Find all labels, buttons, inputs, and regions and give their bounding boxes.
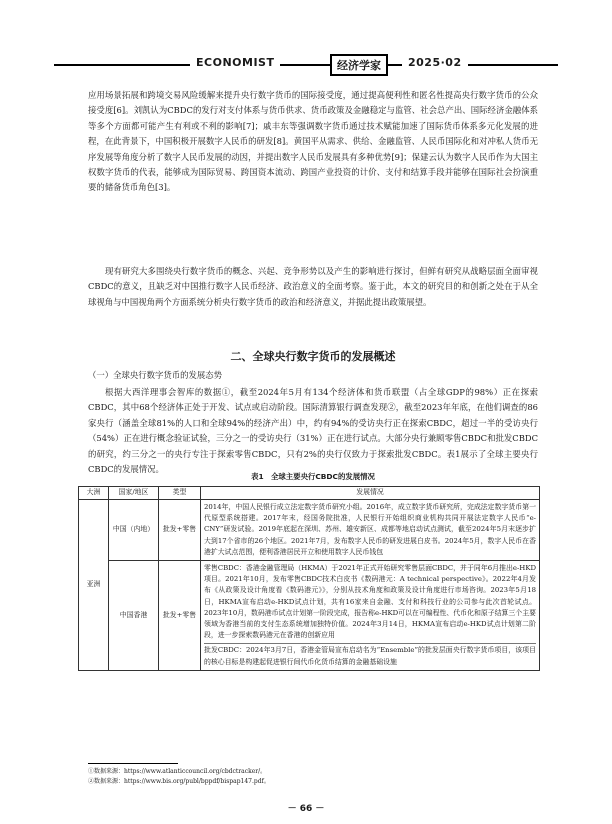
page-number: － 66 － <box>287 804 325 814</box>
issue-number: 2025·02 <box>402 56 468 69</box>
wholesale-cbdc-text: 批发CBDC：2024年3月7日，香港金管局宣布启动名为“Ensemble”的批发层面央行数字货币项目，该项目的核心目标是构建起促进银行间代币化货币结算的金融基础设施 <box>204 643 536 667</box>
col-header-type: 类型 <box>159 487 201 500</box>
col-header-region: 国家/地区 <box>109 487 159 500</box>
cell-progress: 2014年，中国人民银行成立法定数字货币研究小组。2016年，成立数字货币研究所，完成法定数字货币第一代原型系统搭建。2017年末，经国务院批准，人民银行开始组织商业机构共同开展法定数字人民币“e-CNY”研发试验。2019年底起在深圳、苏州、雄安新区、成都等地启动试点测试，截至2024年5月末逐步扩大到17个省市的26个地区。2021年7月，发布数字人民币的研发进展白皮书。2024年5月，数字人民币在香港扩大试点范围，便利香港居民开立和使用数字人民币钱包 <box>201 500 540 561</box>
table-caption: 表1 全球主要央行CBDC的发展情况 <box>251 472 375 481</box>
paragraph-research-gap: 现有研究大多围绕央行数字货币的概念、兴起、竞争形势以及产生的影响进行探讨，但鲜有研究从战略层面全面审视CBDC的意义，且缺乏对中国推行数字人民币经济、政治意义的全面考察。鉴于此，本文的研究目的和创新之处在于从全球视角与中国视角两个方面系统分析央行数字货币的政治和经济意义，并据此提出政策展望。 <box>88 266 538 307</box>
paragraph-lit-review: 应用场景拓展和跨境交易风险缓解来提升央行数字货币的国际接受度，通过提高便利性和匿名性提高央行数字货币的公众接受度[6]。刘凯认为CBDC的发行对支付体系与货币供求、货币政策及金融稳定与监管、社会总产出、国际经济金融体系等多个方面都可能产生有利或不利的影响[7]；戚丰东等强调数字货币通过技术赋能加速了国际货币体系多元化发展的进程，在此背景下，中国积极开展数字人民币的研发[8]。黄国平从需求、供给、金融监管、人民币国际化和对冲私人货币无序发展等角度分析了数字人民币发展的动因，并提出数字人民币发展具有多种优势[9]；保建云认为数字人民币作为大国主权数字货币的代表，能够成为国际贸易、跨国资本流动、跨国产业投资的计价、支付和结算手段并能够在国际社会扮演重要的储备货币角色[3]。 <box>88 90 538 193</box>
section-heading: 二、全球央行数字货币的发展概述 <box>230 350 396 363</box>
cbdc-table <box>78 486 540 671</box>
cell-region: 中国香港 <box>109 561 159 671</box>
cell-continent: 亚洲 <box>79 500 109 671</box>
header-rule <box>54 64 558 66</box>
footnote-1: ①数据来源：https://www.atlanticcouncil.org/cbdctracker/。 <box>88 768 267 775</box>
paragraph-cbdc-trend: 根据大西洋理事会智库的数据①，截至2024年5月有134个经济体和货币联盟（占全球GDP的98%）正在探索CBDC，其中68个经济体正处于开发、试点或启动阶段。国际清算银行调查发现②，截至2023年年底，在他们调查的86家央行（涵盖全球81%的人口和全球94%的经济产出）中，约有94%的受访央行正在探索CBDC，超过一半的受访央行（54%）正在进行概念验证试验，三分之一的受访央行（31%）正在进行试点。大部分央行兼顾零售CBDC和批发CBDC的研究，约三分之一的央行专注于探索零售CBDC，只有2%的央行仅致力于探索批发CBDC。表1展示了全球主要央行CBDC的发展情况。 <box>88 387 538 475</box>
col-header-continent: 大洲 <box>79 487 109 500</box>
table-row <box>79 500 540 561</box>
table-header-row <box>79 487 540 500</box>
cell-region: 中国（内地） <box>109 500 159 561</box>
journal-name-en: ECONOMIST <box>190 56 280 69</box>
table-row <box>79 561 540 671</box>
col-header-progress: 发展情况 <box>201 487 540 500</box>
footnote-2: ②数据来源：https://www.bis.org/publ/bppdf/bispap147.pdf。 <box>88 778 270 785</box>
retail-cbdc-text: 零售CBDC：香港金融管理局（HKMA）于2021年正式开始研究零售层面CBDC，并于同年6月推出e-HKD项目。2021年10月，发布零售CBDC技术白皮书《数码港元：A technical perspective》。2022年4月发布《从政策及设计角度看《数码港元》》，分别从技术角度和政策及设计角度进行市场咨询。2023年5月18日，HKMA宣布启动e-HKD试点计划，共有16家来自金融、支付和科技行业的公司参与此次首轮试点。2023年10月，数码港币试点计划第一阶段完成，报告称e-HKD可以在可编程性、代币化和原子结算三个主要领域为香港当前的支付生态系统增加独特价值。2024年3月14日，HKMA宣布启动e-HKD试点计划第二阶段，进一步探索数码港元在香港的创新应用 <box>204 564 536 640</box>
journal-name-cn: 经济学家 <box>330 54 388 76</box>
subsection-heading: （一）全球央行数字货币的发展态势 <box>88 370 222 380</box>
running-header <box>54 54 558 76</box>
cell-type: 批发+零售 <box>159 500 201 561</box>
footnote-rule <box>88 763 178 764</box>
cell-type: 批发+零售 <box>159 561 201 671</box>
cell-progress <box>201 561 540 671</box>
